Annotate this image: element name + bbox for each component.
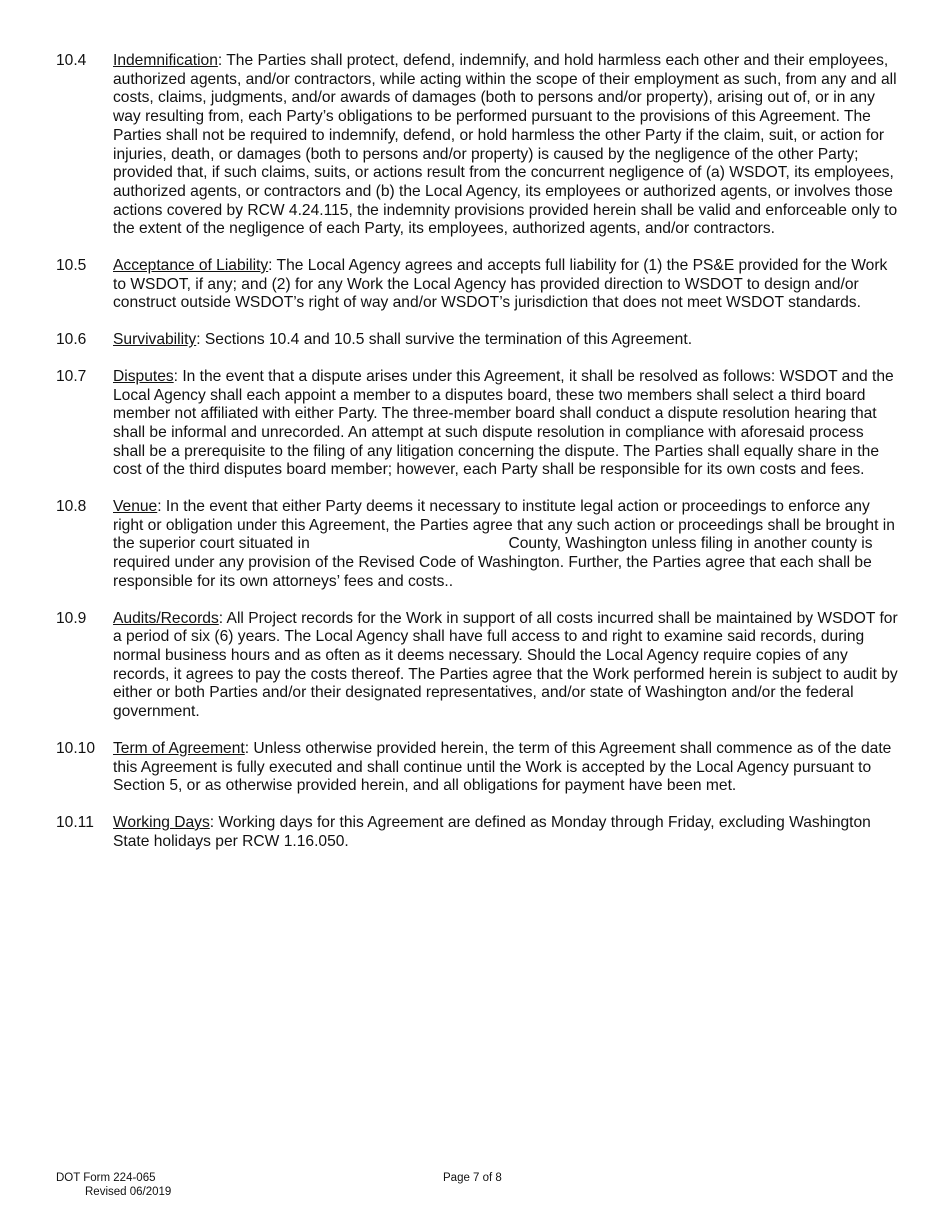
section-10-5 xyxy=(56,257,898,313)
section-content: : In the event that either Party deems it necessary to institute legal action or proceedings to enforce any right or obligation under this Agreement, the Parties agree that any such action or proceedings shall be brought in the superior court situated in xyxy=(113,498,895,553)
document-body xyxy=(56,52,898,869)
page-number: Page 7 of 8 xyxy=(443,1172,502,1184)
section-number: 10.10 xyxy=(56,739,96,757)
section-text xyxy=(113,740,898,796)
section-content: : In the event that a dispute arises under this Agreement, it shall be resolved as follows: WSDOT and the Local Agency shall each appoint a member to a disputes board, these two members shall select a third board member not affiliated with either Party. The three-member board shall conduct a dispute resolution hearing that shall be informal and unrecorded. An attempt at such dispute resolution in compliance with aforesaid process shall be a prerequisite to the filing of any litigation concerning the dispute. The Parties shall equally share in the cost of the third disputes board member; however, each Party shall be responsible for its own costs and fees. xyxy=(113,367,894,479)
section-content: : The Local Agency agrees and accepts full liability for (1) the PS&E provided for the Work to WSDOT, if any; and (2) for any Work the Local Agency has provided direction to WSDOT to design and/or construct outside WSDOT’s right of way and/or WSDOT’s jurisdiction that does not meet WSDOT standards. xyxy=(113,257,888,312)
section-number: 10.7 xyxy=(56,367,87,385)
section-10-4 xyxy=(56,52,898,239)
section-number: 10.4 xyxy=(56,52,87,69)
section-text xyxy=(113,498,898,592)
section-number: 10.8 xyxy=(56,498,87,516)
section-10-6 xyxy=(56,331,898,350)
section-text xyxy=(113,368,898,480)
section-heading: Indemnification xyxy=(113,52,218,69)
revision-date: Revised 06/2019 xyxy=(85,1186,172,1198)
section-10-8 xyxy=(56,498,898,592)
section-10-11 xyxy=(56,814,898,851)
section-heading: Acceptance of Liability xyxy=(113,257,269,275)
section-text xyxy=(113,52,898,239)
section-number: 10.6 xyxy=(56,331,87,349)
section-heading: Term of Agreement xyxy=(113,739,245,757)
section-10-7 xyxy=(56,368,898,480)
section-text xyxy=(113,814,898,851)
section-10-9 xyxy=(56,610,898,722)
section-content: : Working days for this Agreement are defined as Monday through Friday, excluding Washington State holidays per RCW 1.16.050. xyxy=(113,813,871,850)
section-number: 10.9 xyxy=(56,609,87,627)
section-heading: Disputes xyxy=(113,367,174,385)
section-heading: Venue xyxy=(113,498,158,516)
section-content: : All Project records for the Work in support of all costs incurred shall be maintained by WSDOT for a period of six (6) years. The Local Agency shall have full access to and right to examine said records, during normal business hours and as often as it deems necessary. Should the Local Agency require copies of any records, it agrees to pay the costs thereof. The Parties agree that the Work performed herein is subject to audit by either or both Parties and/or their designated representatives, and/or state of Washington and/or the federal government. xyxy=(113,609,898,721)
form-number: DOT Form 224-065 xyxy=(56,1172,156,1184)
section-content: : Sections 10.4 and 10.5 shall survive the termination of this Agreement. xyxy=(196,331,693,349)
section-content: : Unless otherwise provided herein, the term of this Agreement shall commence as of the date this Agreement is fully executed and shall continue until the Work is accepted by the Local Agency pursuant to Section 5, or as otherwise provided herein, and all obligations for payment have been met. xyxy=(113,739,892,795)
footer-form-info xyxy=(56,1171,171,1199)
section-heading: Survivability xyxy=(113,331,197,349)
section-text xyxy=(113,610,898,722)
section-number: 10.11 xyxy=(56,813,94,831)
section-number: 10.5 xyxy=(56,257,87,275)
section-heading: Working Days xyxy=(113,813,210,831)
section-content-continued: County, Washington unless filing in another county is required under any provision of the Revised Code of Washington. Further, the Parties agree that each shall be responsible for its own attorneys’ fees and costs.. xyxy=(113,535,873,590)
section-10-10 xyxy=(56,740,898,796)
section-text xyxy=(113,331,898,350)
section-content: : The Parties shall protect, defend, indemnify, and hold harmless each other and their employees, authorized agents, and/or contractors, while acting within the scope of their employment as such, from any and all costs, claims, judgments, and/or awards of damages (both to persons and/or property), arising out of, or in any way resulting from, each Party’s obligations to be performed pursuant to the provisions of this Agreement. The Parties shall not be required to indemnify, defend, or hold harmless the other Party if the claim, suit, or action for injuries, death, or damages (both to persons and/or property) is caused by the negligence of the other Party; provided that, if such claims, suits, or actions result from the concurrent negligence of (a) WSDOT, its employees, authorized agents, or contractors and (b) the Local Agency, its employees or authorized agents, or involves those actions covered by RCW 4.24.115, the indemnity provisions provided herein shall be valid and enforceable only to the extent of the negligence of each Party, its employees, authorized agents, and/or contractors. xyxy=(113,52,898,238)
section-text xyxy=(113,257,898,313)
section-heading: Audits/Records xyxy=(113,609,219,627)
